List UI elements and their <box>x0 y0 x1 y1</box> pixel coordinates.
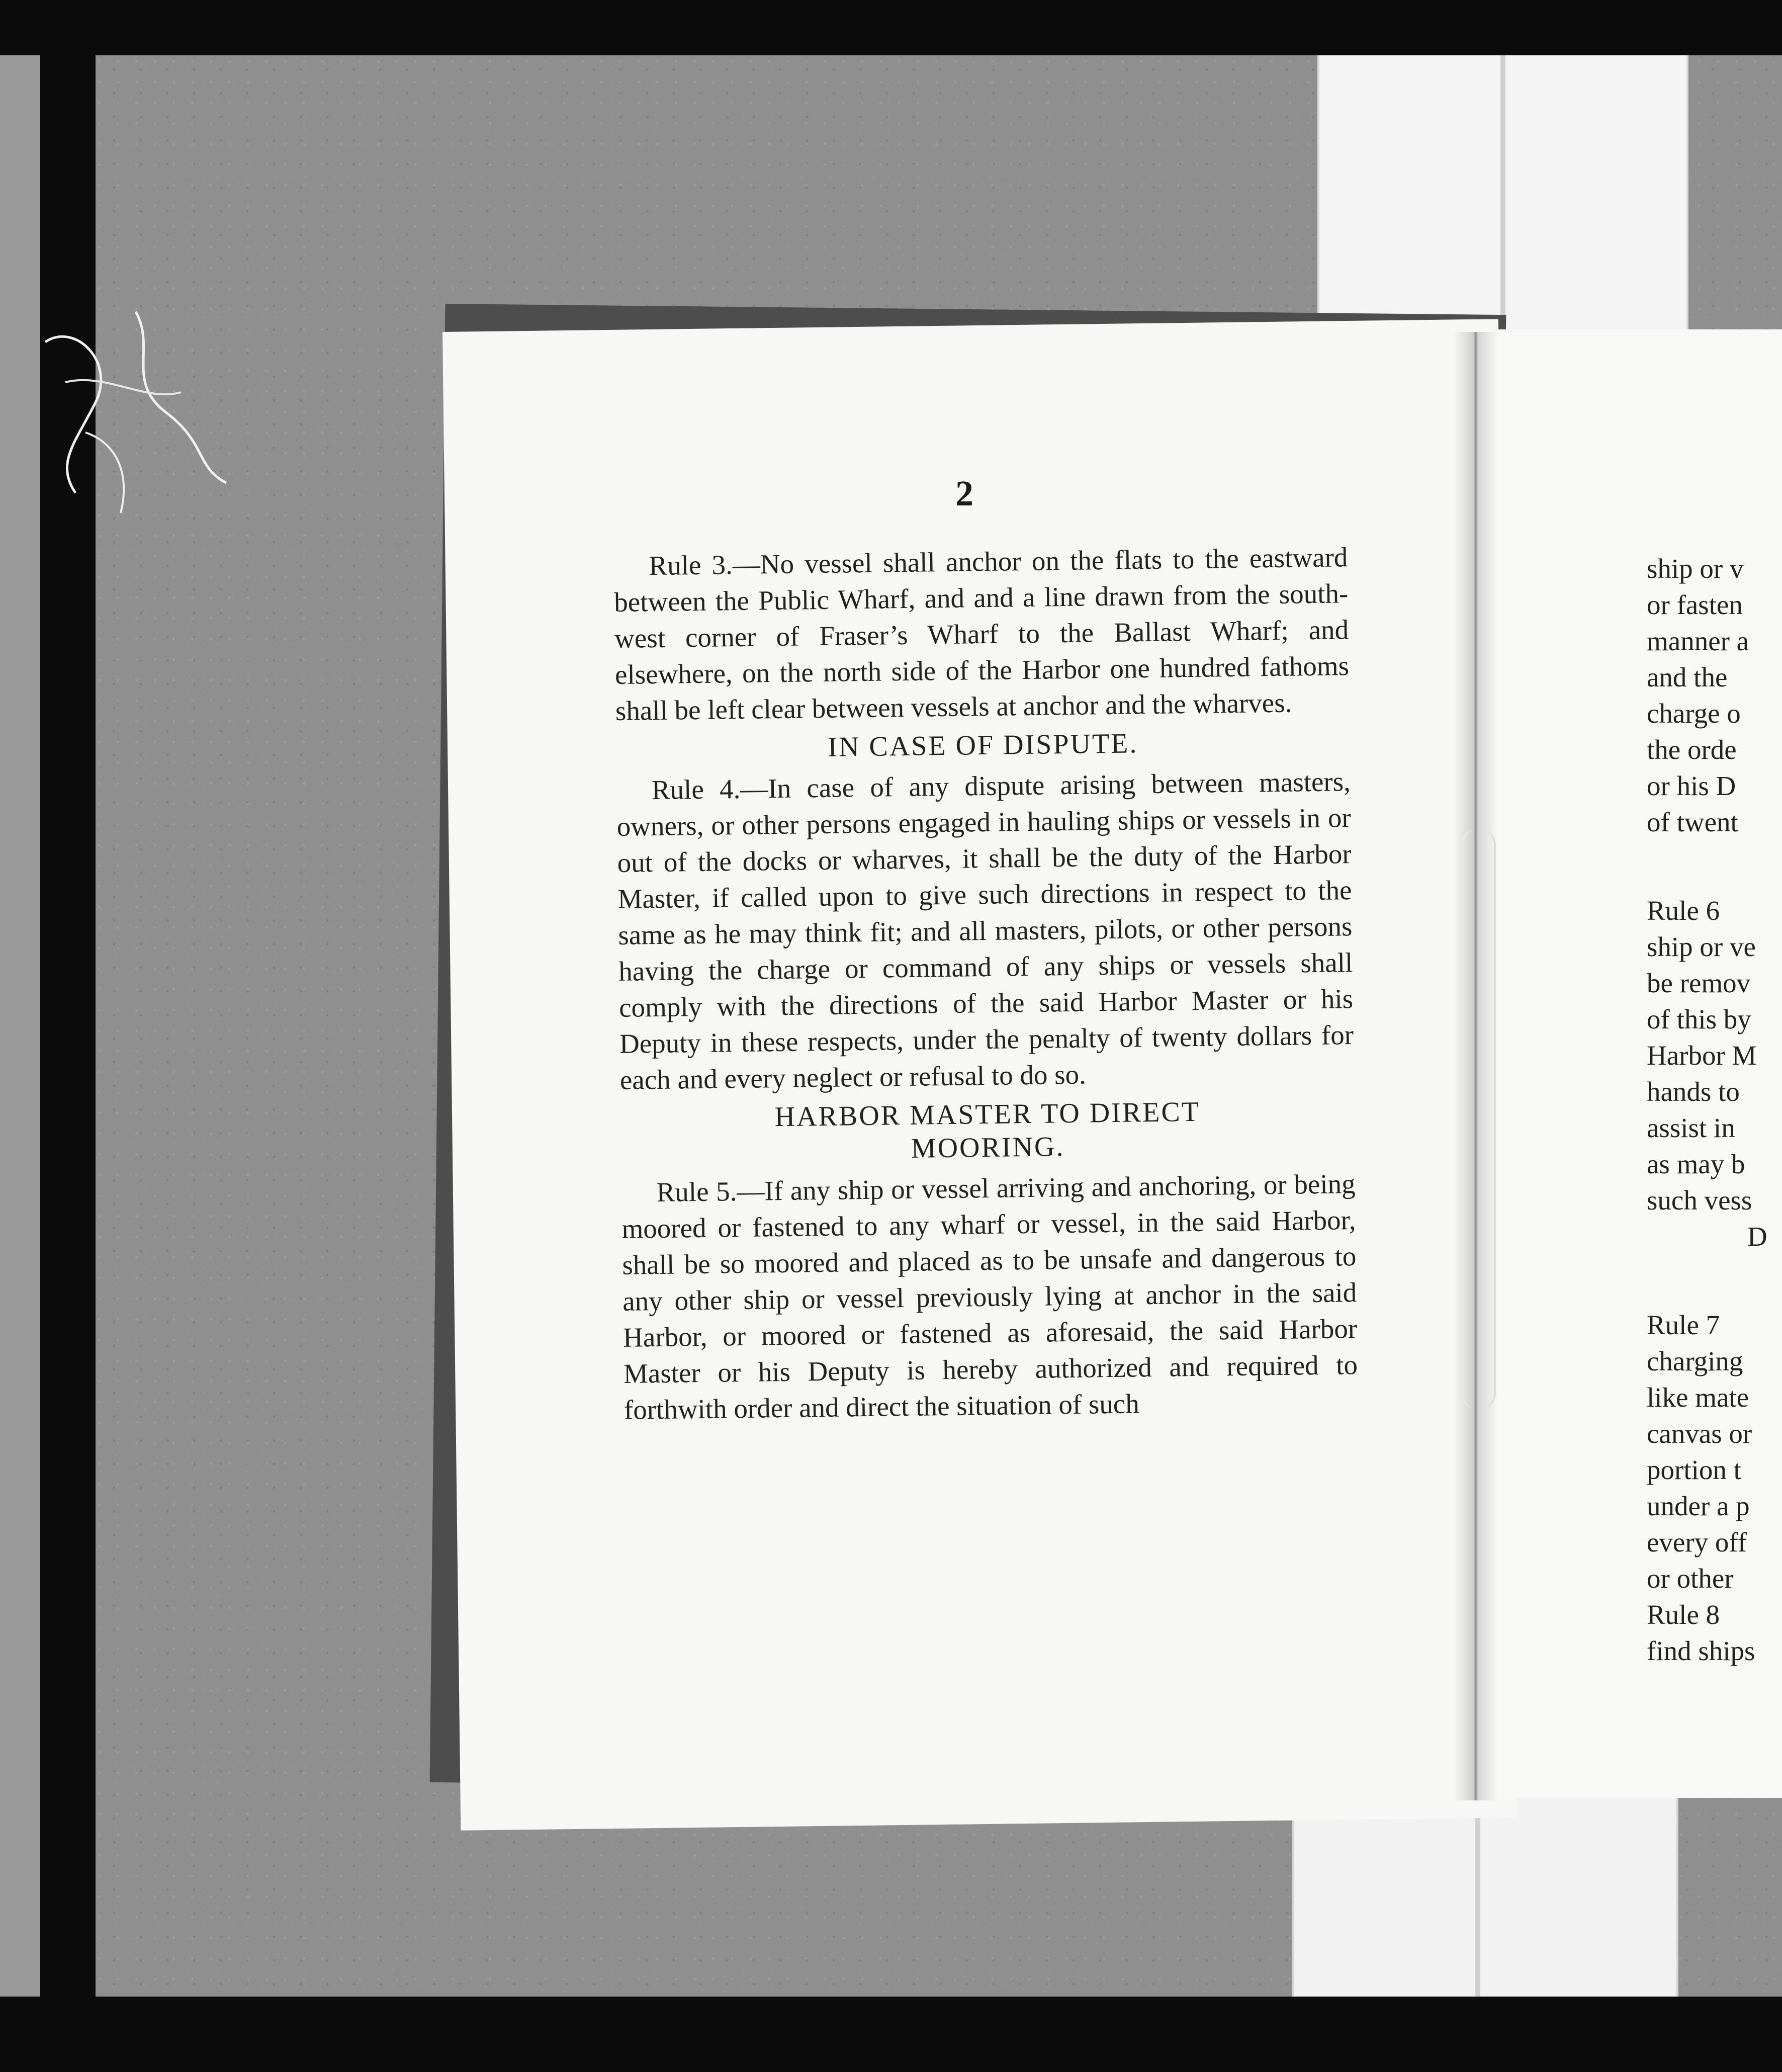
right-line: be remov <box>1647 968 1751 998</box>
right-line: or other <box>1647 1563 1734 1594</box>
right-heading-fragment: D <box>1747 1221 1769 1252</box>
right-line: Harbor M <box>1647 1040 1757 1071</box>
right-line: as may b <box>1647 1149 1745 1179</box>
mooring-heading-line-2: MOORING. <box>911 1131 1065 1164</box>
right-line: charging <box>1647 1346 1743 1376</box>
left-page-text <box>613 539 1358 1428</box>
loose-fibres <box>15 302 236 533</box>
right-page <box>1496 329 1782 1798</box>
page-number: 2 <box>955 473 973 513</box>
hinge-tape-top <box>1317 55 1688 337</box>
rule-3-paragraph: Rule 3.—No vessel shall anchor on the flats to the eastward between the Public Wharf, and and a line drawn from the south-west corner of Fraser’s Wharf to the Ballast Wharf; and elsewhere, on the north side of the Harbor one hundred fathoms shall be left clear between vessels at anchor and the wharves. <box>613 542 1350 726</box>
binding-thread <box>1461 830 1496 1408</box>
right-line: ship or v <box>1647 553 1744 584</box>
right-line: canvas or <box>1647 1418 1752 1449</box>
right-line: such vess <box>1647 1185 1752 1216</box>
right-line: under a p <box>1647 1491 1750 1521</box>
right-line: portion t <box>1647 1454 1741 1485</box>
mooring-heading-line-1: HARBOR MASTER TO DIRECT <box>774 1096 1201 1133</box>
right-line: assist in <box>1647 1112 1735 1143</box>
right-line: or his D <box>1647 770 1736 801</box>
right-line: or fasten <box>1647 589 1743 620</box>
right-line: every off <box>1647 1527 1747 1558</box>
right-line: and the <box>1647 662 1728 693</box>
rule-4-paragraph: Rule 4.—In case of any dispute arising between masters, owners, or other persons engaged in hauling ships or vessels in or out of the docks or wharves, it shall be the duty of the Harbor Master, if called upon to give such directions in respect to the same as he may think fit; and all masters, pilots, or other persons having the charge or command of any ships or vessels shall comply with the directions of the said Harbor Master or his Deputy in these respects, under the penalty of twenty dollars for each and every neglect or refusal to do so. <box>616 766 1354 1095</box>
right-page-text <box>1647 551 1782 1669</box>
dispute-heading: IN CASE OF DISPUTE. <box>827 728 1138 763</box>
right-line: of this by <box>1647 1004 1751 1034</box>
right-line: Rule 8 <box>1647 1599 1720 1630</box>
right-line: like mate <box>1647 1382 1749 1413</box>
right-line: of twent <box>1647 807 1738 837</box>
right-gap <box>1647 1255 1782 1307</box>
rule-5-paragraph: Rule 5.—If any ship or vessel arriving and anchoring, or being moored or fastened to any wharf or vessel, in the said Harbor, shall be so moored and placed as to be unsafe and dangerous to any other ship or vessel previously lying at anchor in the said Harbor, or moored or fastened as aforesaid, the said Harbor Master or his Deputy is hereby authorized and required to forthwith order and direct the situation of such <box>621 1168 1358 1425</box>
right-line: Rule 7 <box>1647 1310 1720 1340</box>
right-line: Rule 6 <box>1647 895 1720 926</box>
right-line: ship or ve <box>1647 931 1756 962</box>
right-gap <box>1647 840 1782 893</box>
right-line: hands to <box>1647 1076 1740 1107</box>
right-line: charge o <box>1647 698 1741 729</box>
right-line: the orde <box>1647 734 1737 765</box>
right-line: manner a <box>1647 626 1749 656</box>
right-line: find ships <box>1647 1635 1755 1666</box>
